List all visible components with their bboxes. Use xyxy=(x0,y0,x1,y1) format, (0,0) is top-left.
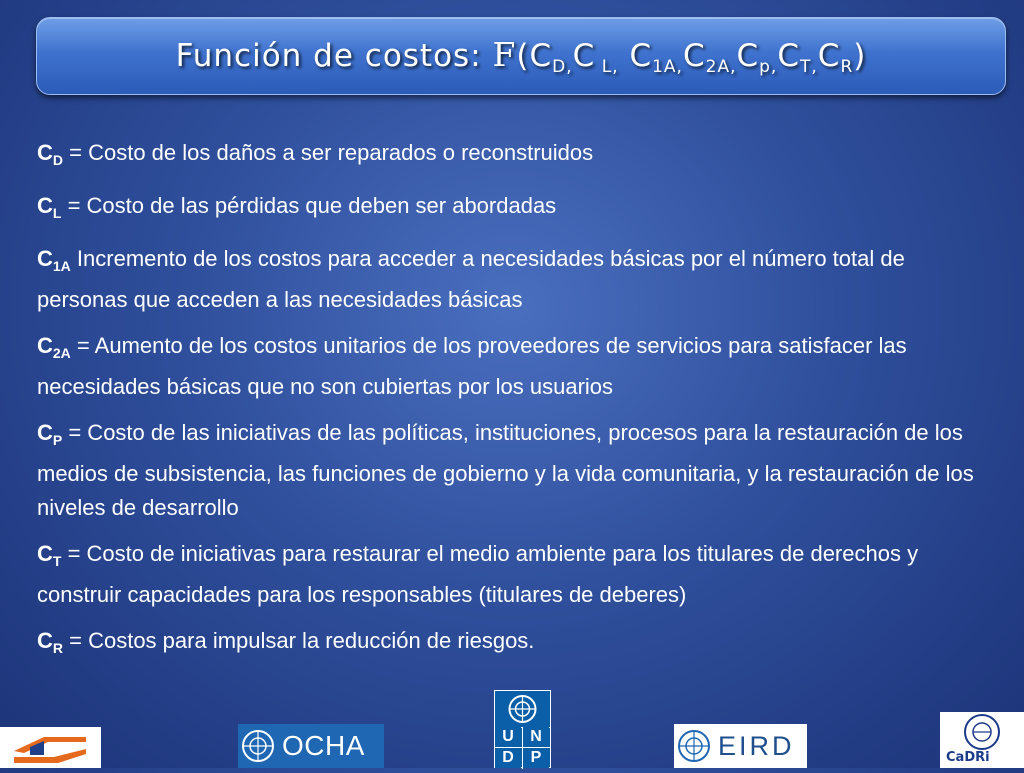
f-symbol: F xyxy=(492,35,517,74)
eird-logo xyxy=(674,724,807,768)
title-bar xyxy=(36,17,1006,95)
undp-letter-p: P xyxy=(523,748,549,768)
slide-title: Función de costos: $F(C_{D,}C$ $_{L,}$ $C_{1A,}C_{2A,}C_{p,}C_{T,}C_R$) xyxy=(175,35,867,77)
definition-c1a: $C_{1A}$ Incremento de los costos para acceder a necesidades básicas por el número total de personas que acceden a las necesidades básicas xyxy=(37,246,905,312)
definition-ct: $C_T$ = Costo de iniciativas para restaurar el medio ambiente para los titulares de derechos y construir capacidades para los responsables (titulares de deberes) xyxy=(37,541,919,607)
cadri-logo xyxy=(940,712,1024,768)
un-emblem-icon xyxy=(674,726,714,766)
undp-logo xyxy=(494,690,551,768)
definition-cd: $C_D$ = Costo de los daños a ser reparados o reconstruidos xyxy=(37,140,594,168)
cadri-logo-text: CaDRi xyxy=(946,750,990,765)
definitions-list xyxy=(37,136,977,677)
undp-letter-u: U xyxy=(495,727,521,747)
ocha-logo xyxy=(238,724,384,768)
definition-cl: $C_L$ = Costo de las pérdidas que deben ser abordadas xyxy=(37,193,557,221)
un-emblem-icon xyxy=(238,726,278,766)
arrows-logo-icon xyxy=(0,727,101,768)
definition-cp: $C_P$ = Costo de las iniciativas de las políticas, instituciones, procesos para la restauración de los medios de subsistencia, las funciones de gobierno y la vida comunitaria, y la restauración de los niveles de desarrollo xyxy=(37,420,974,520)
ocha-logo-text: OCHA xyxy=(282,730,365,761)
partner-logo-arrows xyxy=(0,727,101,768)
definition-cr: $C_R$ = Costos para impulsar la reducción de riesgos. xyxy=(37,628,535,656)
undp-letter-n: N xyxy=(523,727,549,747)
un-emblem-icon xyxy=(495,691,550,727)
eird-logo-text: EIRD xyxy=(718,730,795,761)
definition-c2a: $C_{2A}$ = Aumento de los costos unitarios de los proveedores de servicios para satisfacer las necesidades básicas que no son cubiertas por los usuarios xyxy=(37,333,907,399)
un-emblem-icon xyxy=(940,712,1024,752)
undp-letter-d: D xyxy=(495,748,521,768)
